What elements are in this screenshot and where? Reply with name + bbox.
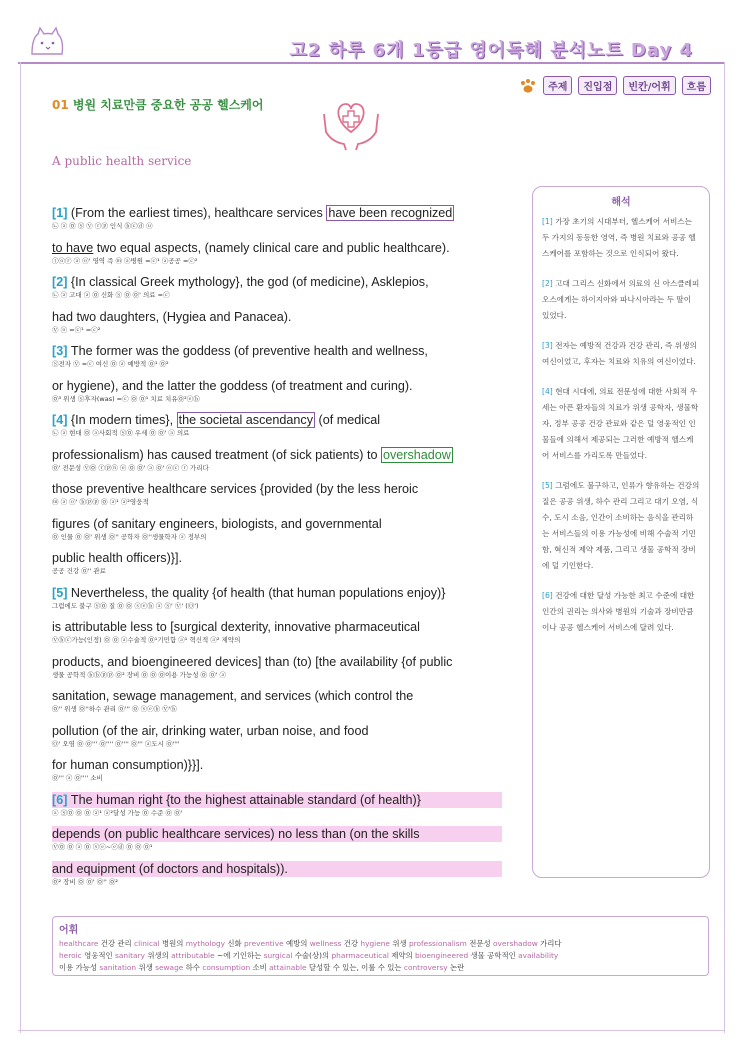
sentence-text: two equal aspects, (namely clinical care and public healthcare). <box>93 240 450 255</box>
grammar-annotation: 공공 건강 ㉧'' 관료 <box>52 567 106 575</box>
passage-line <box>52 585 502 620</box>
grammar-annotation: ⓣⓞⓡ ⓐ ⓞ' 영역 즉 ⓜ ⓐ병원 =ⓒ¹ ⓐ공공 =ⓒ² <box>52 256 198 265</box>
sentence-text: Nevertheless, the quality {of health (that human populations enjoy)} <box>70 585 446 600</box>
grammar-annotation: ㉧' 전문성 Ⓥ㉧ ⓡⓟⓝ ⓞ ㉧ ㉧' ⓐ ㉧' ⓞⓒ ⓡ 가리다 <box>52 463 209 472</box>
passage-line <box>52 723 502 758</box>
right-rule <box>724 62 725 1033</box>
passage-line <box>52 757 502 792</box>
vocab-word: sanitation <box>99 963 139 972</box>
sentence-text: sanitation, sewage management, and services (which control the <box>52 689 414 703</box>
sentence-marker: [3] <box>52 344 71 358</box>
heart-hands-icon <box>318 92 384 154</box>
grammar-annotation: ㉧ 인물 ㉧ ㉧' 위생 ㉧'' 공학자 ㉧''생물학자 ⓐ 정부의 <box>52 532 207 541</box>
grammar-annotation: Ⓥ ⓞ =ⓒ¹ =ⓒ² <box>52 325 101 334</box>
sentence-text: professionalism) has caused treatment (of sick patients) to <box>52 447 381 462</box>
vocab-meaning: 예방의 <box>285 939 310 948</box>
vocab-meaning: 영웅적인 <box>84 951 116 960</box>
vocab-word: overshadow <box>492 939 541 948</box>
vocab-meaning: 수술(상)의 <box>294 951 332 960</box>
vocab-meaning: 가리다 <box>540 939 562 948</box>
translation-panel <box>532 186 710 878</box>
paw-icon <box>519 78 537 94</box>
passage-line <box>52 378 502 413</box>
passage-subtitle: A public health service <box>52 154 192 168</box>
translation-number: [6] <box>542 591 553 600</box>
vocab-meaning: 소비 <box>252 963 270 972</box>
sentence-text-boxed: overshadow <box>382 447 451 462</box>
passage-line <box>52 688 502 723</box>
sentence-text-boxed: the societal ascendancy <box>178 413 314 427</box>
grammar-annotation: 생물 공학적 ⓑⓑⓟⓟ ㉧² 장비 ㉧ ㉧ ㉧이용 가능성 ㉧ ㉧' ⓐ <box>52 670 226 679</box>
translation-text: 현대 시대에, 의료 전문성에 대한 사회적 우세는 아픈 환자들의 치료가 위생 공학자, 생물학자, 정부 공공 건강 관료와 같은 덜 영웅적인 인물들에 의해서 제공되는 그러한 예방적 헬스케어 서비스를 가리도록 만들었다. <box>542 387 699 460</box>
sentence-text: figures (of sanitary engineers, biologists, and governmental <box>52 516 382 531</box>
vocab-word: bioengineered <box>415 951 471 960</box>
vocab-meaning: 건강 관리 <box>100 939 135 948</box>
sentence-text: (of medical <box>315 413 381 427</box>
sentence-marker: [2] <box>52 275 71 289</box>
translation-item <box>542 276 700 324</box>
section-number: 01 <box>52 98 69 112</box>
passage-line <box>52 205 502 240</box>
sentence-text: The former was the goddess (of preventive health and wellness, <box>70 344 428 358</box>
passage <box>52 205 502 895</box>
vocab-meaning: 제약의 <box>391 951 416 960</box>
sentence-marker: [1] <box>52 206 71 220</box>
vocabulary-line <box>59 950 702 962</box>
translation-item <box>542 588 700 636</box>
vocab-meaning: 논란 <box>450 963 465 972</box>
sentence-text: for human consumption)}}]. <box>52 758 204 772</box>
sentence-text: The human right {to the highest attainable standard (of health)} <box>70 792 421 807</box>
translation-item <box>542 214 700 262</box>
vocab-meaning: 위생 <box>138 963 156 972</box>
vocab-word: pharmaceutical <box>331 951 392 960</box>
translation-text: 건강에 대한 달성 가능한 최고 수준에 대한 인간의 권리는 의사와 병원의 기술과 장비만큼이나 공공 헬스케어 서비스에 달려 있다. <box>542 591 695 632</box>
grammar-annotation: Ⓞ' 오염 ㉧ ㉧''' ㉧'''' ㉧'''' ㉧''' ⓐ도시 ㉧'''' <box>52 739 180 748</box>
sentence-text: or hygiene), and the latter the goddess (of treatment and curing). <box>52 378 413 393</box>
bottom-rule <box>18 1030 725 1031</box>
translation-text: 그럼에도 불구하고, 인류가 향유하는 건강의 질은 공공 위생, 하수 관리 그리고 대기 오염, 식수, 도시 소음, 인간이 소비하는 음식을 관리하는 서비스들의 이용 가능성에 비해 수술적 기민함, 혁신적 제약 제품, 그리고 생물 공학적 장비에 덜 기인한다. <box>542 481 700 570</box>
vocab-word: consumption <box>202 963 253 972</box>
vocab-word: clinical <box>134 939 162 948</box>
translation-number: [1] <box>542 217 553 226</box>
top-rule <box>18 62 725 64</box>
vocabulary-box <box>52 916 709 976</box>
vocab-word: preventive <box>244 939 286 948</box>
sentence-text: those preventive healthcare services {provided (by the less heroic <box>52 482 419 496</box>
vocab-word: heroic <box>59 951 85 960</box>
translation-number: [3] <box>542 341 553 350</box>
grammar-annotation: ⓜ ⓐ ⓞ' ⓑⓟⓟ ㉧ ⓐ¹ ⓐ²영웅적 <box>52 498 149 506</box>
sentence-text: had two daughters, (Hygiea and Panacea). <box>52 309 292 324</box>
passage-line <box>52 412 502 447</box>
sentence-text: pollution (of the air, drinking water, urban noise, and food <box>52 723 369 738</box>
passage-line <box>52 447 502 482</box>
tag-row <box>519 76 711 95</box>
passage-line <box>52 343 502 378</box>
vocabulary-line <box>59 962 702 974</box>
vocab-word: controversy <box>403 963 451 972</box>
vocab-word: wellness <box>309 939 344 948</box>
translation-text: 가장 초기의 시대부터, 헬스케어 서비스는 두 가지의 동등한 영역, 즉 병원 치료와 공공 헬스케어를 포함하는 것으로 인식되어 왔다. <box>542 217 696 258</box>
grammar-annotation: ㉧''' ⓐ ㉧'''' 소비 <box>52 774 103 782</box>
vocab-meaning: 병원의 <box>161 939 186 948</box>
sentence-text: {In classical Greek mythology}, the god (of medicine), Asklepios, <box>70 275 429 289</box>
vocab-word: surgical <box>263 951 295 960</box>
vocab-word: mythology <box>185 939 228 948</box>
vocab-word: sanitary <box>115 951 148 960</box>
translation-number: [4] <box>542 387 553 396</box>
vocab-meaning: 건강 <box>343 939 361 948</box>
tag-topic: 주제 <box>543 76 572 95</box>
vocab-meaning: 이용 가능성 <box>59 963 100 972</box>
sentence-text: depends (on public healthcare services) no less than (on the skills <box>52 827 420 841</box>
vocab-word: attributable <box>171 951 217 960</box>
translation-item <box>542 338 700 370</box>
translation-panel-title: 해석 <box>611 197 631 208</box>
sentence-text: {In modern times}, <box>70 413 177 427</box>
passage-line <box>52 309 502 344</box>
sentence-marker: [4] <box>52 413 71 427</box>
page-header-title: 고2 하루 6개 1등급 영어독해 분석노트 Day 4 <box>289 40 693 61</box>
tag-flow: 흐름 <box>682 76 711 95</box>
vocabulary-line <box>59 938 702 950</box>
grammar-annotation: ㉡ ⓐ 고대 ⓐ ㉧ 신화 Ⓢ ㉧ ㉧' 의료 =ⓒ <box>52 291 170 299</box>
passage-line <box>52 481 502 516</box>
vocab-meaning: 달성할 수 있는, 이룰 수 있는 <box>308 963 404 972</box>
passage-line <box>52 274 502 309</box>
vocab-meaning: ~에 기인하는 <box>217 951 264 960</box>
vocab-word: hygiene <box>360 939 393 948</box>
section-title <box>52 96 263 113</box>
passage-line <box>52 550 502 585</box>
grammar-annotation: Ⓢ전자 Ⓥ =ⓒ 여신 ㉧ ⓐ 예방적 ㉧¹ ㉧² <box>52 360 169 368</box>
vocab-word: attainable <box>269 963 309 972</box>
sentence-text: products, and bioengineered devices] than (to) [the availability {of public <box>52 654 453 669</box>
passage-line <box>52 792 502 827</box>
section-title-text: 병원 치료만큼 중요한 공공 헬스케어 <box>72 98 264 112</box>
passage-line <box>52 861 502 896</box>
vocab-word: sewage <box>155 963 186 972</box>
translation-item <box>542 478 700 574</box>
translation-text: 전자는 예방적 건강과 건강 관리, 즉 위생의 여신이었고, 후자는 치료와 치유의 여신이었다. <box>542 341 697 366</box>
vocab-meaning: 하수 <box>185 963 203 972</box>
passage-line <box>52 654 502 689</box>
sentence-text-boxed: have been recognized <box>328 206 453 220</box>
sentence-text: and equipment (of doctors and hospitals)). <box>52 861 288 876</box>
sentence-text-underlined: to have <box>52 240 94 255</box>
sentence-text: is attributable less to [surgical dexterity, innovative pharmaceutical <box>52 620 420 634</box>
grammar-annotation: ㉡ ⓐ 현대 ㉧ ⓐ사회적 Ⓢ㉧ 우세 ㉧ ㉧' ⓐ 의료 <box>52 429 190 437</box>
cat-logo-icon <box>26 24 66 64</box>
vocab-meaning: 신화 <box>227 939 245 948</box>
vocab-word: healthcare <box>59 939 101 948</box>
left-rule <box>20 62 21 1033</box>
translation-number: [2] <box>542 279 553 288</box>
vocab-meaning: 위생의 <box>147 951 172 960</box>
grammar-annotation: ⓐ Ⓢ㉧ ㉧ ㉧ ⓐ¹ ⓐ²달성 가능 ㉧ 수준 ㉧ ㉧' <box>52 808 183 817</box>
sentence-text: (From the earliest times), healthcare services <box>70 206 327 220</box>
grammar-annotation: ㉧² 장비 ㉧ ㉧' ㉧'' ㉧² <box>52 877 118 886</box>
grammar-annotation: ㉧'' 위생 ㉧''하수 관리 ㉧''' ㉧ ⓢⓔⓑ Ⓥ'ⓑ <box>52 705 177 713</box>
passage-line <box>52 240 502 275</box>
vocabulary-list <box>59 938 702 974</box>
grammar-annotation: 그럼에도 불구 Ⓢ㉧ 질 ㉧ ㉧ ⓢⓔⓑ ⓐ Ⓢ' Ⓥ' (Ⓞ') <box>52 601 199 610</box>
passage-line <box>52 619 502 654</box>
sentence-text: public health officers)}]. <box>52 551 182 565</box>
vocabulary-title: 어휘 <box>59 925 79 936</box>
vocab-word: availability <box>518 951 559 960</box>
grammar-annotation: Ⓥ㉧ ㉧ ⓐ ㉧ ⓢⓔ~ⓔⓓ ㉧ ㉧ ㉧¹ <box>52 843 153 851</box>
tag-entry: 진입점 <box>578 76 617 95</box>
grammar-annotation: Ⓥⓑⓒ가능(인정) ㉧ ㉧ ⓐ수술적 ㉧¹기민함 ⓐ¹ 혁신적 ⓐ² 제약의 <box>52 636 241 644</box>
vocab-meaning: 생물 공학적인 <box>470 951 519 960</box>
passage-line <box>52 516 502 551</box>
translation-item <box>542 384 700 464</box>
grammar-annotation: ㉧³ 위생 Ⓢ후자(was) =ⓒ ㉧ ㉧¹ 치료 치유㉧²ⓔⓑ <box>52 394 200 403</box>
vocab-meaning: 위생 <box>392 939 409 948</box>
translation-number: [5] <box>542 481 553 490</box>
passage-line <box>52 826 502 861</box>
sentence-marker: [5] <box>52 585 71 600</box>
vocab-word: professionalism <box>408 939 470 948</box>
translation-text: 고대 그리스 신화에서 의료의 신 아스클레피오스에게는 하이지아와 파나시아라는 두 딸이 있었다. <box>542 279 700 320</box>
tag-blank-vocab: 빈칸/어휘 <box>623 76 675 95</box>
vocab-meaning: 전문성 <box>469 939 493 948</box>
grammar-annotation: ㉡ ⓐ ㉧ Ⓢ Ⓥ ⓡⓟ 인식 ⓑⓒⓓ ⓤ <box>52 222 153 230</box>
sentence-marker: [6] <box>52 792 71 807</box>
